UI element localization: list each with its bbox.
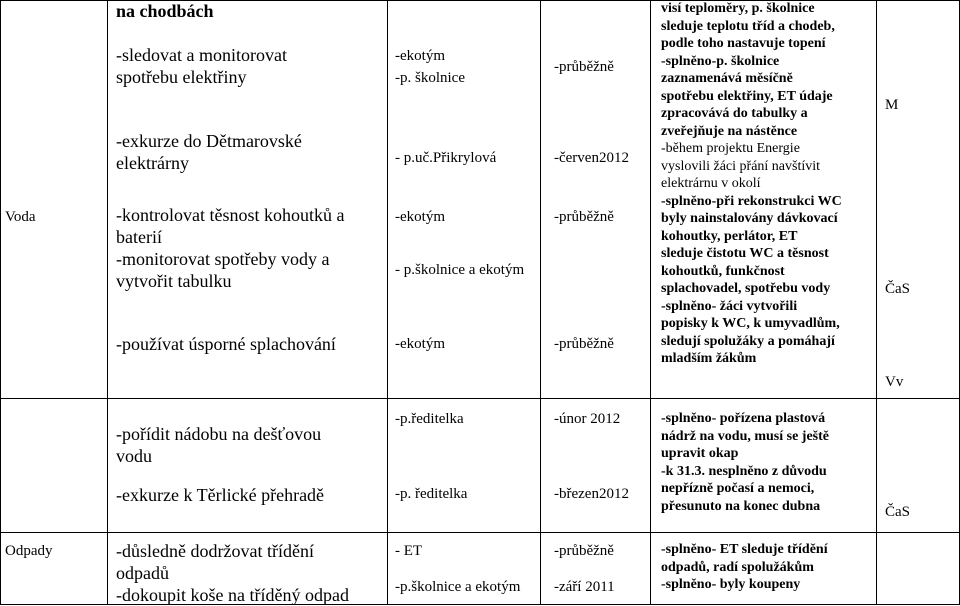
table-vline (0, 0, 1, 605)
evaluation-text: splachovadel, spotřebu vody (661, 281, 831, 296)
activity-text: baterií (116, 227, 162, 247)
table-hline (0, 532, 960, 533)
responsible-text: -ekotým (395, 336, 445, 352)
deadline-text: -únor 2012 (554, 411, 621, 427)
deadline-text: -průběžně (554, 209, 614, 225)
row-category: Voda (5, 209, 36, 225)
evaluation-text: sledují spolužáky a pomáhají (661, 333, 835, 349)
table-vline (650, 0, 651, 605)
responsible-text: -p.ředitelka (395, 411, 464, 427)
activity-text: -dokoupit koše na tříděný odpad (116, 585, 349, 605)
evaluation-text: visí teploměry, p. školnice (661, 1, 815, 16)
evaluation-text: vyslovili žáci přání navštívit (661, 158, 821, 174)
evaluation-text: nádrž na vodu, musí se ještě (661, 428, 830, 444)
evaluation-text: nepřízně počasí a nemoci, (661, 481, 815, 496)
deadline-text: -průběžně (554, 543, 614, 559)
evaluation-text: zpracovává do tabulky a (661, 106, 808, 121)
responsible-text: -p.školnice a ekotým (395, 579, 521, 595)
deadline-text: -průběžně (554, 59, 614, 75)
table-vline (107, 0, 108, 605)
evaluation-text: -splněno- ET sleduje třídění (661, 542, 828, 557)
table-vline (387, 0, 388, 605)
activity-text: odpadů (116, 563, 169, 583)
evaluation-text: odpadů, radí spolužákům (661, 559, 814, 575)
activity-text: -monitorovat spotřeby vody a (116, 249, 330, 269)
activity-text: elektrárny (116, 153, 189, 173)
evaluation-text: -splněno- byly koupeny (661, 577, 801, 592)
evaluation-text: podle toho nastavuje topení (661, 36, 826, 51)
evaluation-text: -splněno-při rekonstrukci WC (661, 193, 842, 209)
evaluation-text: byly nainstalovány dávkovací (661, 211, 838, 226)
activity-text: -pořídit nádobu na dešťovou (116, 424, 322, 444)
subject-text: M (885, 97, 899, 113)
activity-text: spotřebu elektřiny (116, 67, 247, 87)
responsible-text: - ET (395, 543, 423, 559)
subject-text: Vv (885, 374, 904, 390)
table-vline (540, 0, 541, 605)
activity-text: vytvořit tabulku (116, 271, 232, 291)
evaluation-text: elektrárnu v okolí (661, 176, 761, 191)
evaluation-text: -splněno-p. školnice (661, 53, 780, 69)
responsible-text: -p. školnice (395, 70, 465, 86)
responsible-text: -ekotým (395, 48, 445, 64)
evaluation-text: sleduje čistotu WC a těsnost (661, 246, 829, 261)
responsible-text: - p.školnice a ekotým (395, 262, 525, 278)
responsible-text: -p. ředitelka (395, 486, 468, 502)
deadline-text: -červen2012 (554, 150, 629, 166)
evaluation-text: popisky k WC, k umyvadlům, (661, 316, 840, 331)
activity-text: na chodbách (116, 1, 214, 21)
subject-text: ČaS (885, 281, 911, 297)
evaluation-text: upravit okap (661, 446, 739, 461)
evaluation-text: -během projektu Energie (661, 141, 800, 156)
deadline-text: -průběžně (554, 336, 614, 352)
evaluation-text: sleduje teplotu tříd a chodeb, (661, 18, 835, 34)
evaluation-text: zaznamenává měsíčně (661, 71, 793, 86)
activity-text: -používat úsporné splachování (116, 334, 336, 354)
deadline-text: -září 2011 (554, 579, 615, 595)
evaluation-text: zveřejňuje na nástěnce (661, 123, 798, 139)
table-vline (876, 0, 877, 605)
table-hline (0, 398, 960, 399)
activity-text: -kontrolovat těsnost kohoutků a (116, 205, 345, 225)
evaluation-text: přesunuto na konec dubna (661, 498, 821, 514)
evaluation-text: kohoutků, funkčnost (661, 263, 785, 279)
activity-text: vodu (116, 446, 152, 466)
activity-text: -sledovat a monitorovat (116, 45, 287, 65)
evaluation-text: -splněno- pořízena plastová (661, 411, 826, 426)
evaluation-text: -splněno- žáci vytvořili (661, 298, 798, 314)
activity-text: -exkurze do Dětmarovské (116, 131, 302, 151)
row-category: Odpady (5, 543, 53, 559)
responsible-text: -ekotým (395, 209, 445, 225)
evaluation-text: mladším žákům (661, 351, 757, 366)
activity-text: -exkurze k Těrlické přehradě (116, 485, 325, 505)
responsible-text: - p.uč.Přikrylová (395, 150, 497, 166)
evaluation-text: -k 31.3. nesplněno z důvodu (661, 463, 827, 479)
evaluation-text: kohoutky, perlátor, ET (661, 228, 798, 244)
activity-text: -důsledně dodržovat třídění (116, 541, 314, 561)
evaluation-text: spotřebu elektřiny, ET údaje (661, 88, 833, 104)
deadline-text: -březen2012 (554, 486, 629, 502)
subject-text: ČaS (885, 504, 911, 520)
